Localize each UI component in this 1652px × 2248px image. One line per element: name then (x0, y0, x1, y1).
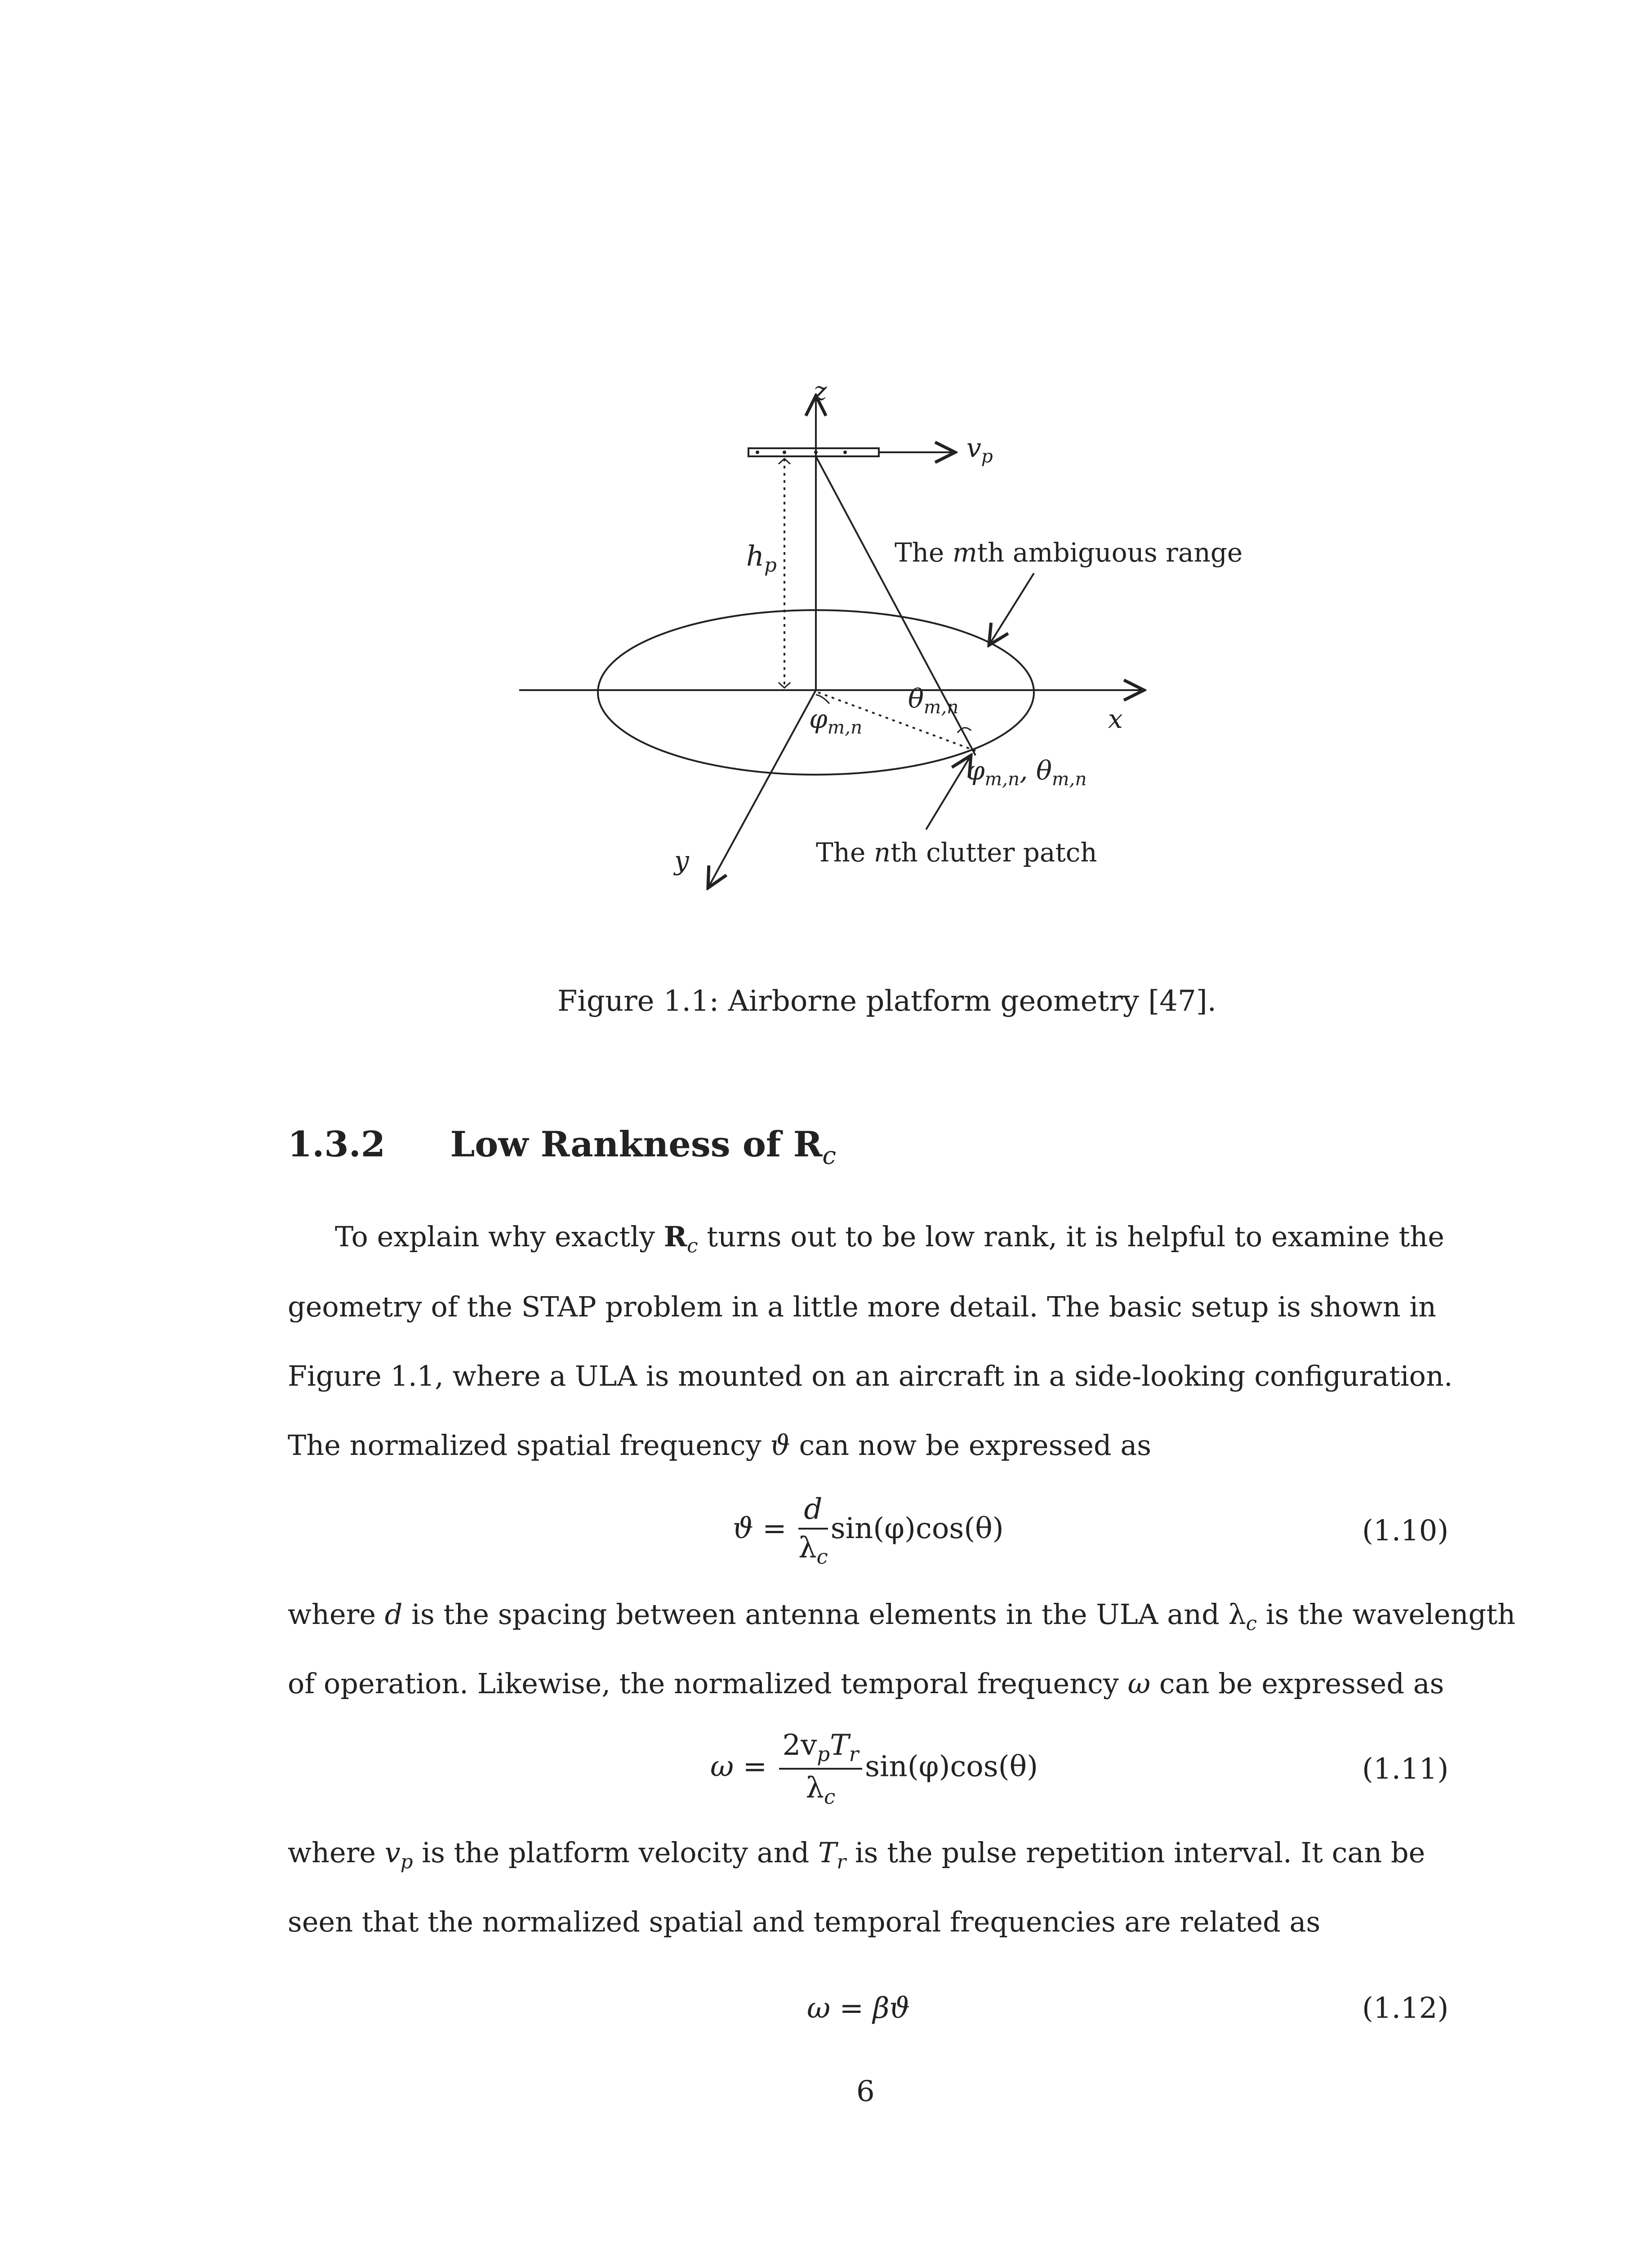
phi-mn-label: $\varphi_{m,n}$ (809, 704, 863, 738)
paragraph3-line2: seen that the normalized spatial and temporal frequencies are related as (288, 1905, 1321, 1938)
nth-clutter-patch-label: The nth clutter patch (816, 837, 1097, 868)
y-label: y (674, 845, 689, 876)
figure-caption: Figure 1.1: Airborne platform geometry [47]. (557, 985, 1216, 1018)
equation-1-11: ω = $\frac{2v_pT_r}{\lambda_c}$ sin(φ)cos(θ) (710, 1729, 1038, 1809)
paragraph3-line1: where $v_p$ is the platform velocity and $T_r$ is the pulse repetition interval. It can be (288, 1836, 1425, 1873)
section-heading: 1.3.2 Low Rankness of $R_c$ (288, 1124, 836, 1170)
equation-1-10: ϑ = $\frac{d}{\lambda_c}$ sin(φ)cos(θ) (733, 1493, 1004, 1569)
equation-number-1-12: (1.12) (1362, 1992, 1449, 2025)
vp-label: $v_p$ (966, 433, 993, 467)
z-label: z (814, 377, 827, 406)
nth-pointer-arrow (926, 755, 971, 830)
section-number: 1.3.2 (288, 1124, 386, 1165)
mth-ambiguous-range-label: The mth ambiguous range (895, 537, 1243, 568)
paragraph2-line2: of operation. Likewise, the normalized temporal frequency ω can be expressed as (288, 1667, 1444, 1700)
phi-angle-arc (816, 695, 829, 704)
theta-mn-label: $\theta_{m,n}$ (908, 683, 959, 718)
equation-1-12: ω = βϑ (807, 1992, 910, 2025)
airborne-geometry-figure (0, 0, 1652, 944)
paragraph2-line1: where d is the spacing between antenna elements in the ULA and $\lambda_c$ is the wavelength (288, 1598, 1516, 1635)
equation-number-1-11: (1.11) (1362, 1753, 1449, 1786)
paragraph1-line4: The normalized spatial frequency ϑ can now be expressed as (288, 1429, 1152, 1462)
y-axis (708, 690, 816, 888)
page-number: 6 (856, 2075, 875, 2108)
antenna-array (748, 448, 879, 456)
theta-angle-arc (957, 728, 971, 733)
patch-coordinates-label: $\varphi_{m,n}$, $\theta_{m,n}$ (966, 755, 1087, 790)
section-title: Low Rankness of R (450, 1124, 823, 1165)
paragraph1-line3: Figure 1.1, where a ULA is mounted on an aircraft in a side-looking configuration. (288, 1360, 1453, 1392)
mth-pointer-arrow (989, 573, 1034, 645)
paragraph1-line1: To explain why exactly $R_c$ turns out to be low rank, it is helpful to examine the (335, 1220, 1445, 1258)
equation-number-1-10: (1.10) (1362, 1514, 1449, 1548)
hp-label: $h_p$ (746, 540, 777, 577)
paragraph1-line2: geometry of the STAP problem in a little more detail. The basic setup is shown in (288, 1290, 1437, 1323)
x-label: x (1108, 704, 1123, 734)
